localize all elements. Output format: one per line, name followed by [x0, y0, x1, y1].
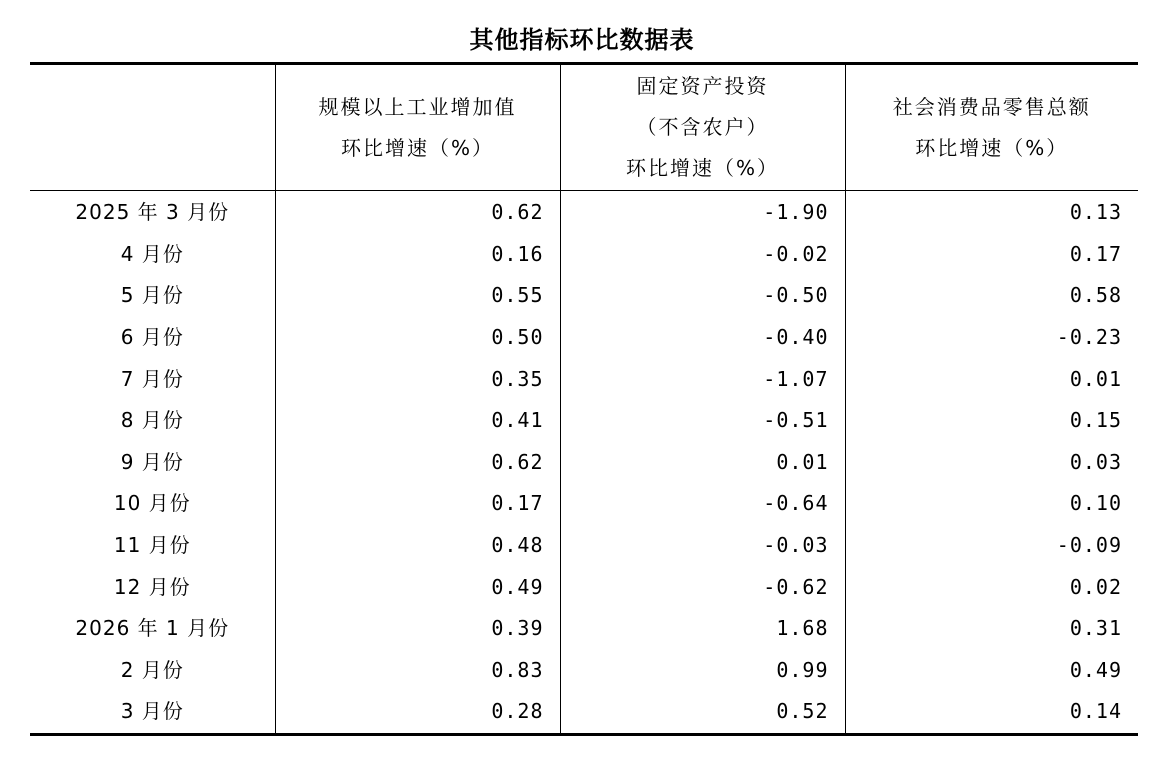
period-cell: 2 月份 [120, 657, 184, 682]
table-body [30, 191, 1138, 735]
header-investment-line: （不含农户） [636, 115, 769, 139]
header-investment [560, 64, 845, 191]
period-cell: 2026 年 1 月份 [75, 616, 230, 641]
table-row [30, 358, 1138, 400]
retail-value-cell: 0.02 [845, 566, 1138, 608]
investment-value-cell: -0.03 [560, 525, 845, 567]
header-industrial [275, 64, 560, 191]
header-investment-line: 环比增速（%） [625, 156, 779, 180]
retail-value-cell: 0.01 [845, 358, 1138, 400]
header-period [30, 64, 275, 191]
industrial-value-cell: 0.62 [275, 442, 560, 484]
table-row [30, 442, 1138, 484]
industrial-value-cell: 0.41 [275, 400, 560, 442]
retail-value-cell: 0.15 [845, 400, 1138, 442]
period-cell: 3 月份 [120, 699, 184, 724]
retail-value-cell: 0.31 [845, 608, 1138, 650]
period-cell: 9 月份 [120, 449, 184, 474]
retail-value-cell: 0.17 [845, 234, 1138, 276]
industrial-value-cell: 0.17 [275, 483, 560, 525]
industrial-value-cell: 0.48 [275, 525, 560, 567]
retail-value-cell: 0.10 [845, 483, 1138, 525]
period-cell: 7 月份 [120, 366, 184, 391]
period-cell: 8 月份 [120, 408, 184, 433]
period-cell: 12 月份 [113, 574, 191, 599]
investment-value-cell: -1.90 [560, 191, 845, 234]
retail-value-cell: -0.09 [845, 525, 1138, 567]
header-industrial-line: 环比增速（%） [340, 135, 494, 160]
retail-value-cell: 0.13 [845, 191, 1138, 234]
investment-value-cell: -0.64 [560, 483, 845, 525]
table-row [30, 317, 1138, 359]
investment-value-cell: -0.02 [560, 234, 845, 276]
investment-value-cell: -0.62 [560, 566, 845, 608]
table-row [30, 234, 1138, 276]
period-cell: 4 月份 [120, 241, 184, 266]
table-row [30, 400, 1138, 442]
industrial-value-cell: 0.83 [275, 650, 560, 692]
table-row [30, 191, 1138, 234]
investment-value-cell: 0.01 [560, 442, 845, 484]
investment-value-cell: -0.40 [560, 317, 845, 359]
industrial-value-cell: 0.39 [275, 608, 560, 650]
page-title: 其他指标环比数据表 [469, 26, 695, 54]
period-cell: 2025 年 3 月份 [75, 200, 230, 225]
table-row [30, 608, 1138, 650]
industrial-value-cell: 0.28 [275, 691, 560, 734]
retail-value-cell: 0.03 [845, 442, 1138, 484]
investment-value-cell: 0.99 [560, 650, 845, 692]
retail-value-cell: -0.23 [845, 317, 1138, 359]
industrial-value-cell: 0.62 [275, 191, 560, 234]
industrial-value-cell: 0.49 [275, 566, 560, 608]
investment-value-cell: 0.52 [560, 691, 845, 734]
industrial-value-cell: 0.50 [275, 317, 560, 359]
header-retail-line: 环比增速（%） [915, 135, 1069, 160]
table-row [30, 275, 1138, 317]
period-cell: 5 月份 [120, 283, 184, 308]
industrial-value-cell: 0.16 [275, 234, 560, 276]
period-cell: 10 月份 [113, 491, 191, 516]
period-cell: 11 月份 [113, 533, 191, 558]
table-row [30, 566, 1138, 608]
period-cell: 6 月份 [120, 325, 184, 350]
retail-value-cell: 0.14 [845, 691, 1138, 734]
retail-value-cell: 0.58 [845, 275, 1138, 317]
header-retail [845, 64, 1138, 191]
table-row [30, 525, 1138, 567]
retail-value-cell: 0.49 [845, 650, 1138, 692]
table-header [30, 64, 1138, 191]
investment-value-cell: -1.07 [560, 358, 845, 400]
header-industrial-line: 规模以上工业增加值 [318, 94, 517, 119]
investment-value-cell: -0.50 [560, 275, 845, 317]
data-table [30, 62, 1138, 736]
industrial-value-cell: 0.55 [275, 275, 560, 317]
table-row [30, 691, 1138, 734]
investment-value-cell: -0.51 [560, 400, 845, 442]
industrial-value-cell: 0.35 [275, 358, 560, 400]
header-retail-line: 社会消费品零售总额 [892, 94, 1091, 119]
table-row [30, 483, 1138, 525]
header-investment-line: 固定资产投资 [636, 74, 769, 98]
investment-value-cell: 1.68 [560, 608, 845, 650]
header-row [30, 64, 1138, 191]
table-row [30, 650, 1138, 692]
